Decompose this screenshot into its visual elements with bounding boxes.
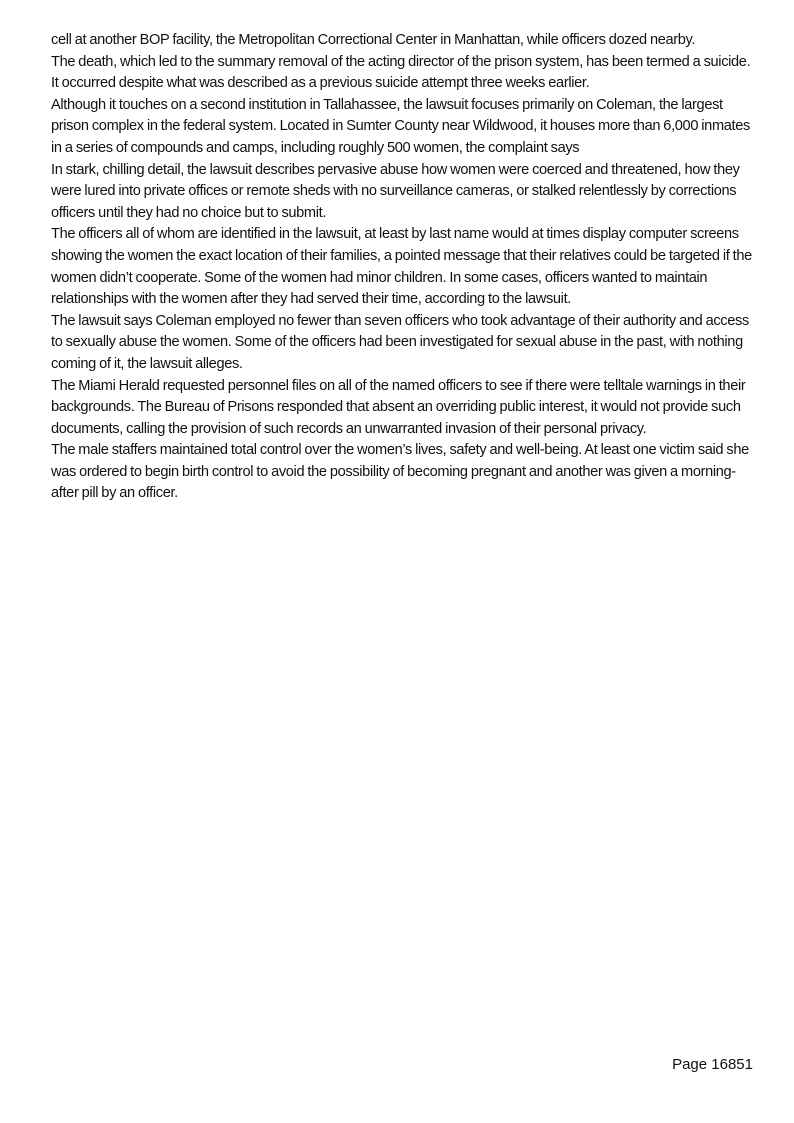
paragraph-7: The Miami Herald requested personnel files on all of the named officers to see if there were telltale warnings in their backgrounds. The Bureau of Prisons responded that absent an overriding public interest, it would not provide such documents, calling the provision of such records an unwarranted invasion of their personal privacy. — [51, 377, 746, 437]
page-number: Page 16851 — [672, 1056, 753, 1073]
paragraph-1: cell at another BOP facility, the Metropolitan Correctional Center in Manhattan, while officers dozed nearby. — [51, 32, 696, 48]
paragraph-3: Although it touches on a second institution in Tallahassee, the lawsuit focuses primarily on Coleman, the largest prison complex in the federal system. Located in Sumter County near Wildwood, it houses more than 6,000 inmates in a series of compounds and camps, including roughly 500 women, the complaint says — [51, 96, 750, 156]
article-body — [51, 30, 755, 505]
paragraph-2: The death, which led to the summary removal of the acting director of the prison system, has been termed a suicide. It occurred despite what was described as a previous suicide attempt three weeks earlier. — [51, 53, 751, 92]
paragraph-5: The officers all of whom are identified in the lawsuit, at least by last name would at times display computer screens showing the women the exact location of their families, a pointed message that their relatives could be targeted if the women didn’t cooperate. Some of the women had minor children. In some cases, officers wanted to maintain relationships with the women after they had served their time, according to the lawsuit. — [51, 226, 752, 308]
paragraph-6: The lawsuit says Coleman employed no fewer than seven officers who took advantage of their authority and access to sexually abuse the women. Some of the officers had been investigated for sexual abuse in the past, with nothing coming of it, the lawsuit alleges. — [51, 312, 749, 372]
paragraph-8: The male staffers maintained total control over the women’s lives, safety and well-being. At least one victim said she was ordered to begin birth control to avoid the possibility of becoming pregnant and another was given a morning-after pill by an officer. — [51, 442, 749, 502]
paragraph-4: In stark, chilling detail, the lawsuit describes pervasive abuse how women were coerced and threatened, how they were lured into private offices or remote sheds with no surveillance cameras, or stalked relentlessly by corrections officers until they had no choice but to submit. — [51, 161, 740, 221]
